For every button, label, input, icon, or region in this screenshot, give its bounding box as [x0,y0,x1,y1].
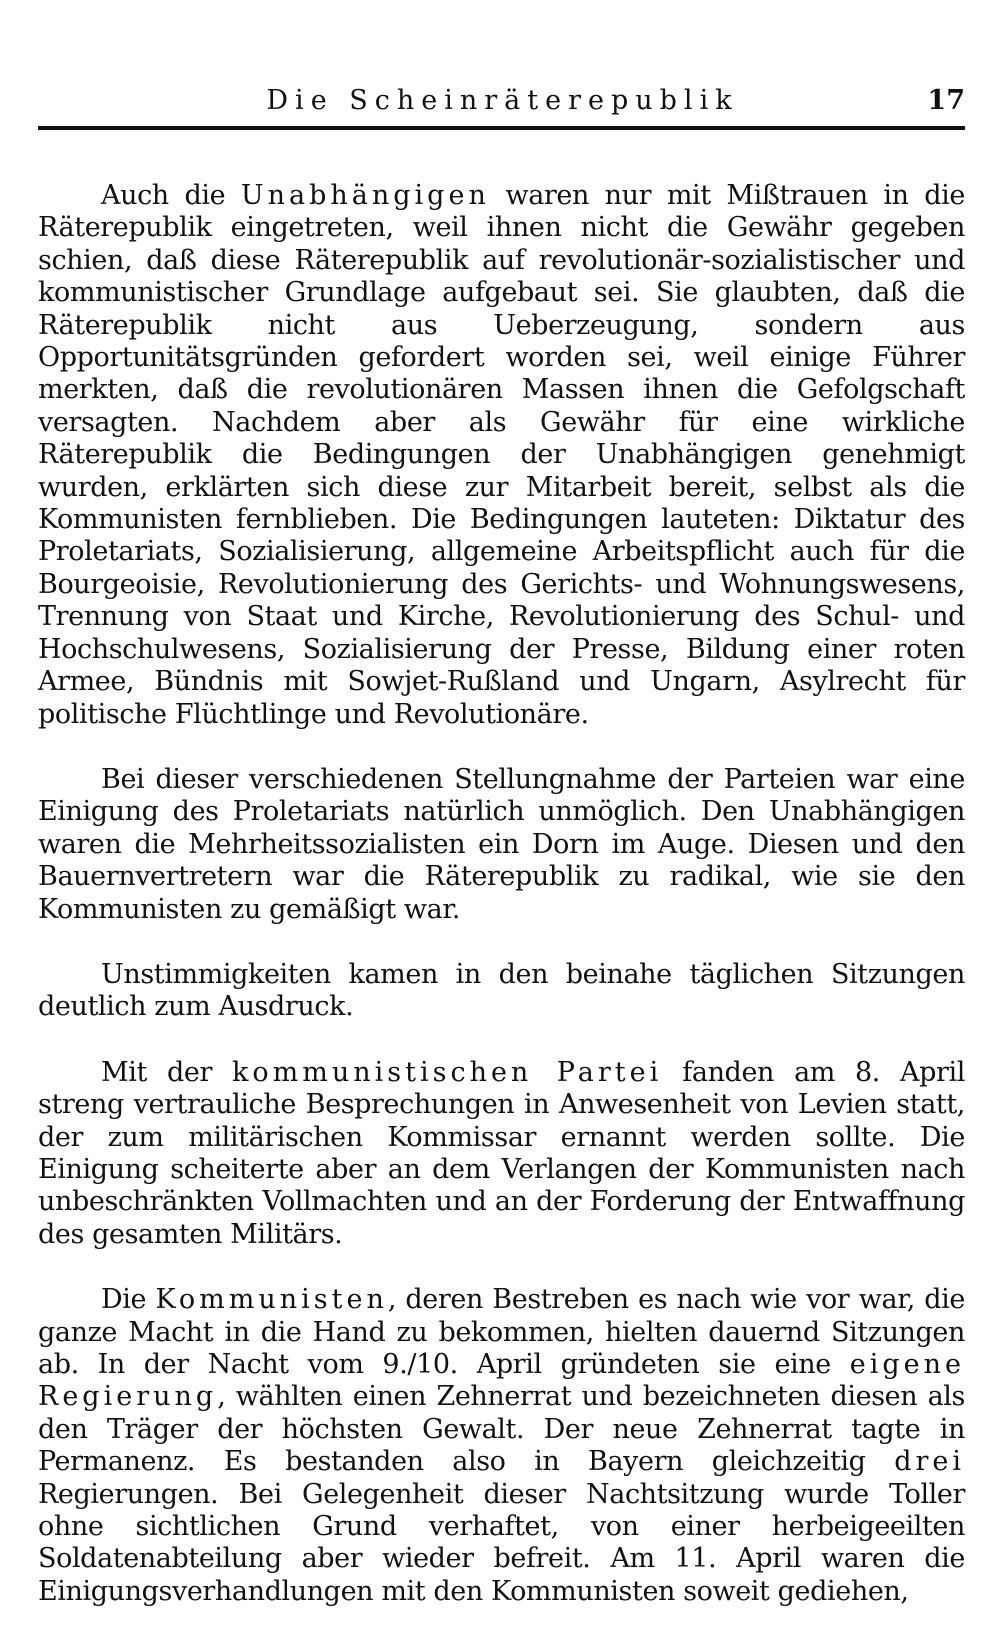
page-number: 17 [927,85,965,116]
paragraph-text: , deren Bestreben es nach wie vor war, die ganze Macht in die Hand zu bekommen, hielten dauernd Sitzungen ab. In der Nacht vom 9./10. April gründeten sie eine [38,1284,965,1380]
emphasis-text: Unabhängigen [240,180,490,211]
running-head [40,84,965,124]
emphasis-text: eigene Regierung [38,1349,965,1413]
body-text [38,180,965,1608]
paragraph-text: waren nur mit Mißtrauen in die Räterepublik eingetreten, weil ihnen nicht die Gewähr gegeben schien, daß diese Räterepublik auf revolutionär-sozialistischer und kommunistischer Grundlage aufgebaut sei. Sie glaubten, daß die Räterepublik nicht aus Ueberzeugung, sondern aus Opportunitätsgründen gefordert worden sei, weil einige Führer merkten, daß die revolutionären Massen ihnen die Gefolgschaft versagten. Nachdem aber als Gewähr für eine wirkliche Räterepublik die Bedingungen der Unabhängigen genehmigt wurden, erklärten sich diese zur Mitarbeit bereit, selbst als die Kommunisten fernblieben. Die Bedingungen lauteten: Diktatur des Proletariats, Sozialisierung, allgemeine Arbeitspflicht auch für die Bourgeoisie, Revolutionierung des Gerichts- und Wohnungswesens, Trennung von Staat und Kirche, Revolutionierung des Schul- und Hochschulwesens, Sozialisierung der Presse, Bildung einer roten Armee, Bündnis mit Sowjet-Rußland und Ungarn, Asylrecht für politische Flüchtlinge und Revolutionäre. [38,180,965,730]
emphasis-text: drei [894,1446,965,1478]
paragraph-2 [38,764,965,926]
header-rule [38,126,965,130]
paragraph-3 [38,959,965,1024]
paragraph-text: Die [101,1284,156,1316]
emphasis-text: kommunistischen Partei [232,1056,663,1088]
emphasis-text: Kommunisten [155,1284,388,1316]
paragraph-text: Mit der [101,1056,233,1088]
paragraph-text: Unstimmigkeiten kamen in den beinahe täglichen Sitzungen deutlich zum Ausdruck. [38,958,965,1023]
paragraph-text: Bei dieser verschiedenen Stellungnahme der Parteien war eine Einigung des Proletariats natürlich unmöglich. Den Unabhängigen waren die Mehrheitssozialisten ein Dorn im Auge. Diesen und den Bauernvertretern war die Räterepublik zu radikal, wie sie den Kommunisten zu gemäßigt war. [38,763,965,925]
paragraph-text: Regierungen. Bei Gelegenheit dieser Nachtsitzung wurde Toller ohne sichtlichen Grund verhaftet, von einer herbeigeeilten Soldatenabteilung aber wieder befreit. Am 11. April waren die Einigungsverhandlungen mit den Kommunisten soweit gediehen, [38,1478,965,1607]
paragraph-text: , wählten einen Zehnerrat und bezeichneten diesen als den Träger der höchsten Gewalt. Der neue Zehnerrat tagte in Permanenz. Es bestanden also in Bayern gleichzeitig [38,1381,965,1478]
paragraph-text: Auch die [101,180,241,211]
paragraph-4 [38,1057,965,1251]
paragraph-text: fanden am 8. April streng vertrauliche Besprechungen in Anwesenheit von Levien statt, der zum militärischen Kommissar ernannt werden sollte. Die Einigung scheiterte aber an dem Verlangen der Kommunisten nach unbeschränkten Vollmachten und an der Forderung der Entwaffnung des gesamten Militärs. [38,1056,965,1250]
paragraph-1 [38,180,965,731]
paragraph-5 [38,1284,965,1608]
running-title: Die Scheinräterepublik [266,85,739,116]
